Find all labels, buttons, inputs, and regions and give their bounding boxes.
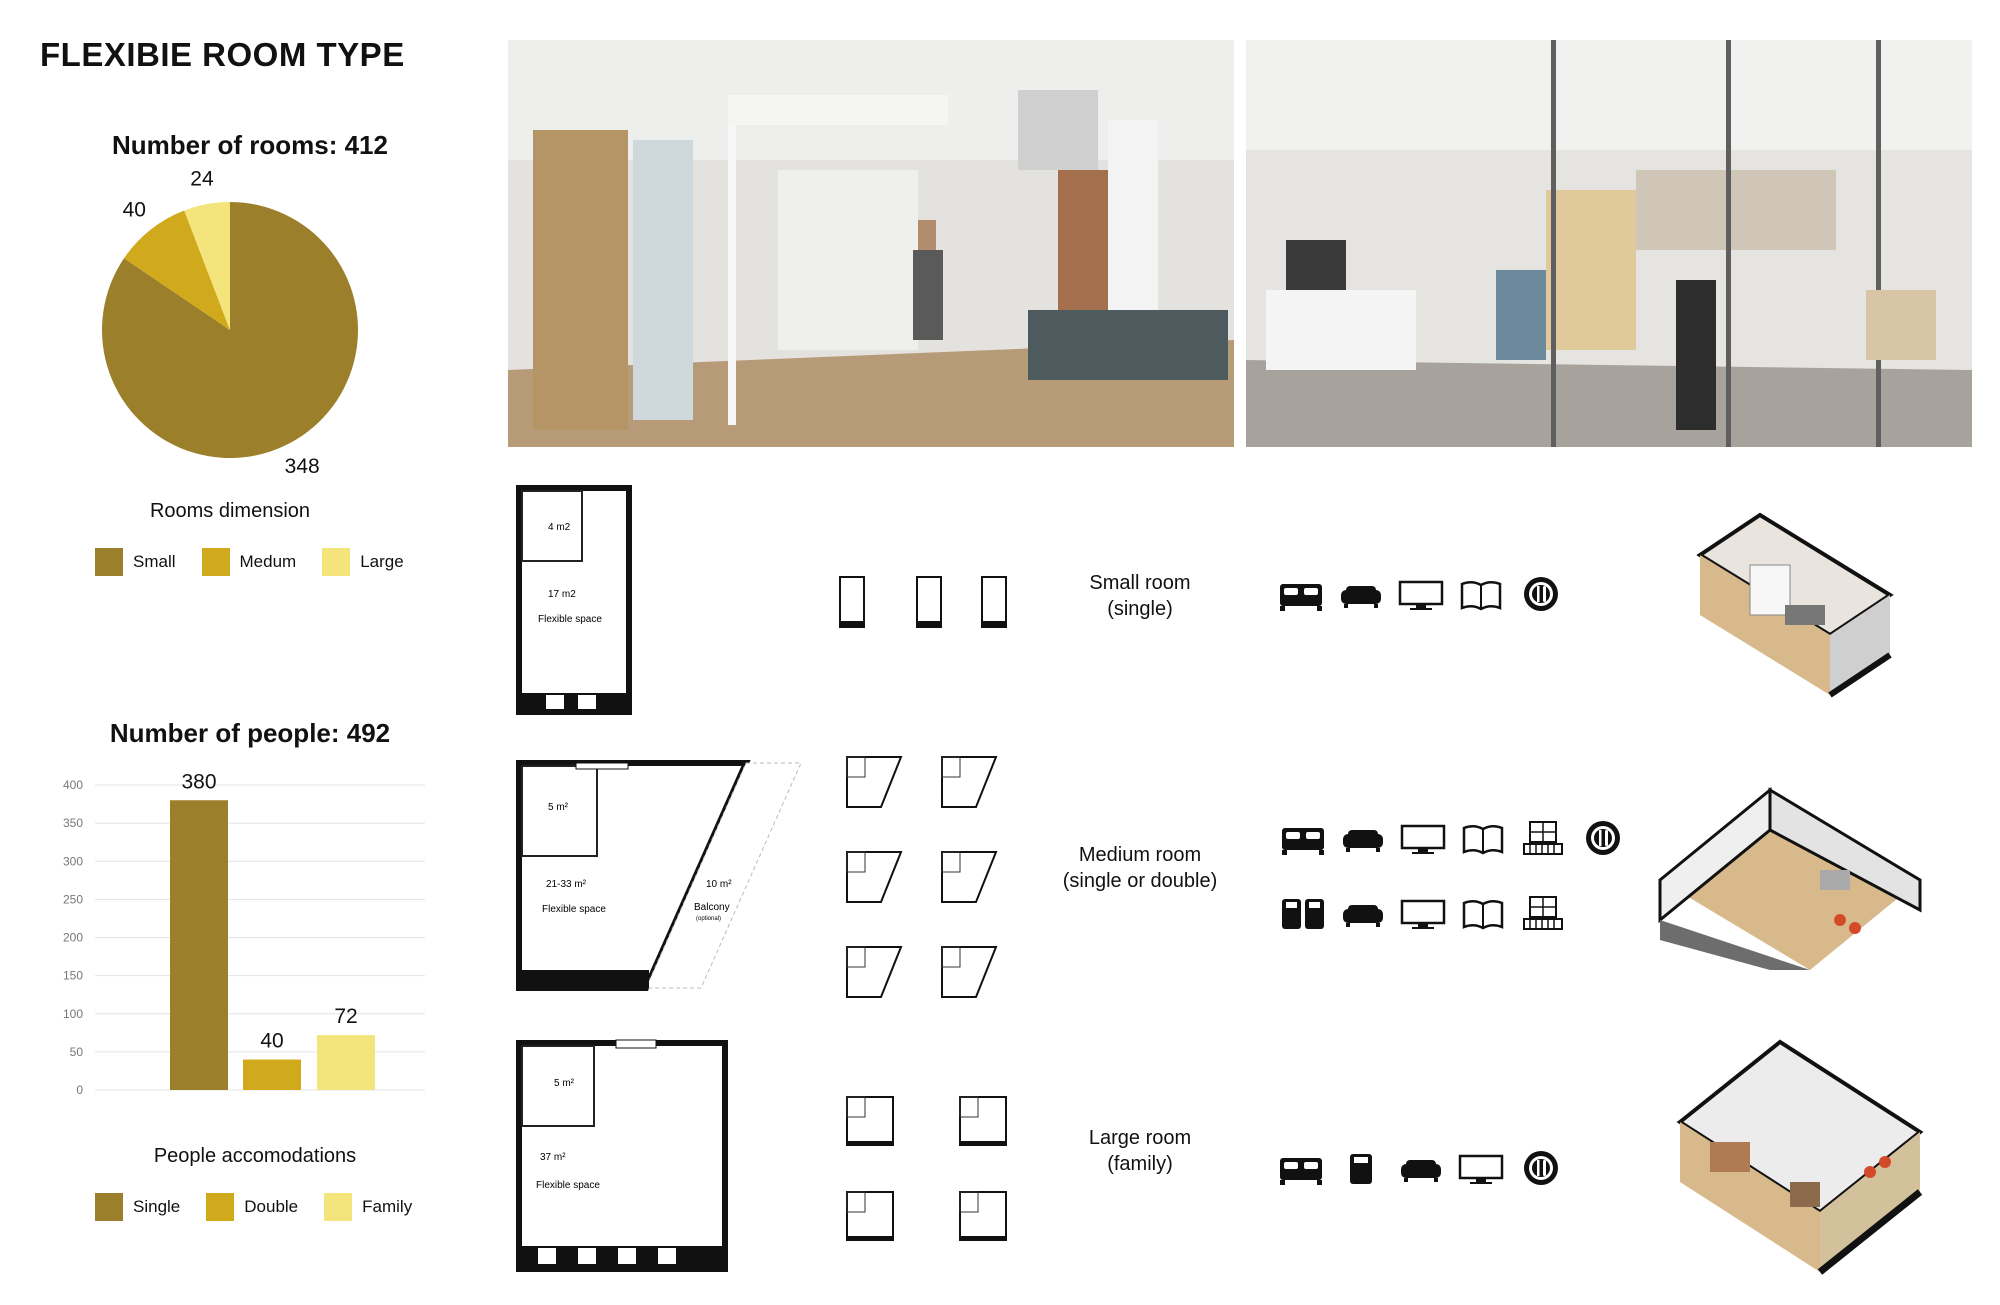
tv-icon <box>1398 574 1444 614</box>
y-tick-label: 400 <box>62 778 83 792</box>
large-plan-space-label: Flexible space <box>536 1180 600 1191</box>
rooms-legend <box>95 548 404 576</box>
medium-plan-space-label: Flexible space <box>542 904 606 915</box>
plan-variant-thumbnail <box>980 575 1010 630</box>
large-room-amenities <box>1278 1148 1564 1188</box>
bar-value-label: 40 <box>260 1029 284 1053</box>
sofa-icon <box>1340 818 1386 858</box>
large-room-axonometric <box>1670 1032 1930 1277</box>
balcony-icon <box>1520 893 1566 933</box>
rooms-chart-heading: Number of rooms: 412 <box>112 130 388 160</box>
small-room-amenities <box>1278 574 1564 614</box>
large-plan-bath-area: 5 m² <box>554 1078 574 1089</box>
people-bar-chart <box>40 765 440 1135</box>
sofa-icon <box>1340 893 1386 933</box>
small-room-label: Small room (single) <box>1089 572 1191 620</box>
plan-variant-thumbnail <box>958 1095 1018 1150</box>
plan-variant-thumbnail <box>845 850 905 905</box>
plan-variant-thumbnail <box>845 945 905 1000</box>
rooms-pie-chart <box>60 167 440 480</box>
people-chart-heading: Number of people: 492 <box>109 718 391 748</box>
pie-value-label: 40 <box>122 198 146 222</box>
pie-value-label: 24 <box>190 167 214 191</box>
double-bed-icon <box>1278 574 1324 614</box>
small-plan-space-label: Flexible space <box>538 614 602 625</box>
small-room-floor-plan <box>516 485 632 715</box>
page-title: FLEXIBIE ROOM TYPE <box>40 36 405 73</box>
legend-item-single: Single <box>95 1193 180 1221</box>
tv-icon <box>1400 818 1446 858</box>
y-tick-label: 300 <box>62 854 83 869</box>
plan-variant-thumbnail <box>915 575 945 630</box>
small-plan-bath-area: 4 m2 <box>548 522 571 533</box>
medium-plan-bath-area: 5 m² <box>548 802 568 813</box>
plan-variant-thumbnail <box>940 755 1000 810</box>
bar-value-label: 380 <box>181 770 217 794</box>
medium-room-label: Medium room (single or double) <box>1062 844 1218 892</box>
legend-item-family: Family <box>324 1193 412 1221</box>
bar-family <box>317 1035 375 1090</box>
medium-plan-balcony-label: Balcony <box>694 902 730 913</box>
medium-plan-balcony-area: 10 m² <box>706 879 732 890</box>
legend-item-large: Large <box>322 548 403 576</box>
render-photo-loft-room <box>508 40 1234 447</box>
plan-variant-thumbnail <box>845 1095 905 1150</box>
legend-item-double: Double <box>206 1193 298 1221</box>
legend-item-small: Small <box>95 548 176 576</box>
plan-variant-thumbnail <box>958 1190 1018 1245</box>
tv-icon <box>1458 1148 1504 1188</box>
dining-icon <box>1518 1148 1564 1188</box>
double-bed-icon <box>1280 818 1326 858</box>
y-tick-label: 200 <box>62 930 83 945</box>
y-tick-label: 100 <box>62 1006 83 1021</box>
large-plan-area: 37 m² <box>540 1152 566 1163</box>
y-tick-label: 250 <box>62 892 83 907</box>
bar-value-label: 72 <box>334 1005 358 1029</box>
plan-variant-thumbnail <box>940 850 1000 905</box>
single-bed-icon <box>1338 1148 1384 1188</box>
medium-room-amenities-double <box>1280 818 1626 858</box>
small-plan-area: 17 m2 <box>548 589 576 600</box>
people-legend <box>95 1193 412 1221</box>
y-tick-label: 0 <box>76 1083 83 1097</box>
render-photo-glass-partition-room <box>1246 40 1972 447</box>
sofa-icon <box>1398 1148 1444 1188</box>
medium-plan-balcony-note: (optional) <box>696 916 722 922</box>
plan-variant-thumbnail <box>845 1190 905 1245</box>
tv-icon <box>1400 893 1446 933</box>
dining-icon <box>1518 574 1564 614</box>
plan-variant-thumbnail <box>940 945 1000 1000</box>
bar-double <box>243 1060 301 1091</box>
book-icon <box>1458 574 1504 614</box>
y-tick-label: 350 <box>62 816 83 831</box>
legend-item-medium: Medum <box>202 548 297 576</box>
dining-icon <box>1580 818 1626 858</box>
rooms-chart-caption: Rooms dimension <box>149 500 311 522</box>
large-room-label: Large room (family) <box>1088 1127 1192 1175</box>
double-bed-icon <box>1278 1148 1324 1188</box>
plan-variant-thumbnail <box>845 755 905 810</box>
two-single-beds-icon <box>1280 893 1326 933</box>
book-icon <box>1460 818 1506 858</box>
book-icon <box>1460 893 1506 933</box>
y-tick-label: 150 <box>62 968 83 983</box>
medium-room-axonometric <box>1650 770 1930 970</box>
small-room-axonometric <box>1690 505 1910 705</box>
people-chart-caption: People accomodations <box>153 1145 357 1167</box>
medium-room-floor-plan <box>516 760 806 992</box>
bar-single <box>170 800 228 1090</box>
y-tick-label: 50 <box>69 1044 83 1059</box>
large-room-floor-plan <box>516 1040 728 1272</box>
medium-plan-area: 21-33 m² <box>546 879 587 890</box>
medium-room-amenities-single <box>1280 893 1566 933</box>
pie-value-label: 348 <box>284 455 320 479</box>
balcony-icon <box>1520 818 1566 858</box>
sofa-icon <box>1338 574 1384 614</box>
plan-variant-thumbnail <box>838 575 868 630</box>
